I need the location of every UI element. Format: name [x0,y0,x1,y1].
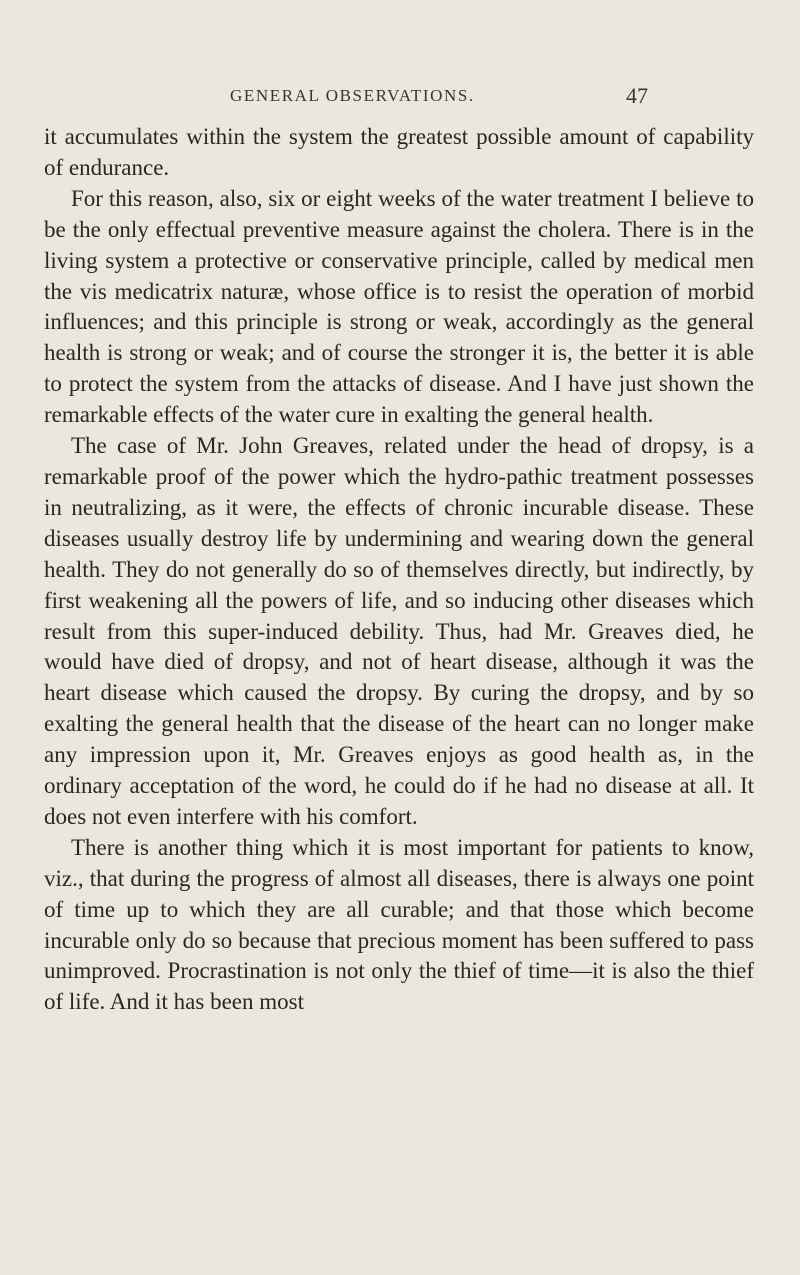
paragraph-cholera-prevention: For this reason, also, six or eight weeks of the water treatment I believe to be the only effectual preventive measure against the cholera. There is in the living system a protective or conservative principle, called by medical men the vis medicatrix naturæ, whose office is to resist the operation of morbid influences; and this principle is strong or weak, accordingly as the general health is strong or weak; and of course the stronger it is, the better it is able to protect the system from the attacks of disease. And I have just shown the remarkable effects of the water cure in exalting the general health. [44,185,754,428]
page-header [0,83,800,110]
page-number: 47 [626,83,648,108]
paragraph-continued: it accumulates within the system the greatest possible amount of capability of endurance. [44,124,754,180]
body-text [44,122,754,1018]
paragraph-greaves-case: The case of Mr. John Greaves, related under the head of dropsy, is a remarkable proof of the power which the hydro-pathic treatment possesses in neutralizing, as it were, the effects of chronic incurable disease. These diseases usually destroy life by undermining and wearing down the general health. They do not generally do so of themselves directly, but indirectly, by first weakening all the powers of life, and so inducing other diseases which result from this super-induced debility. Thus, had Mr. Greaves died, he would have died of dropsy, and not of heart disease, although it was the heart disease which caused the dropsy. By curing the dropsy, and by so exalting the general health that the disease of the heart can no longer make any impression upon it, Mr. Greaves enjoys as good health as, in the ordinary acceptation of the word, he could do if he had no disease at all. It does not even interfere with his comfort. [44,433,754,829]
running-title: GENERAL OBSERVATIONS. [230,86,475,105]
paragraph-procrastination: There is another thing which it is most important for patients to know, viz., that during the progress of almost all diseases, there is always one point of time up to which they are all curable; and that those which become incurable only do so because that precious moment has been suffered to pass unimproved. Procrastination is not only the thief of time—it is also the thief of life. And it has been most [44,834,754,1015]
